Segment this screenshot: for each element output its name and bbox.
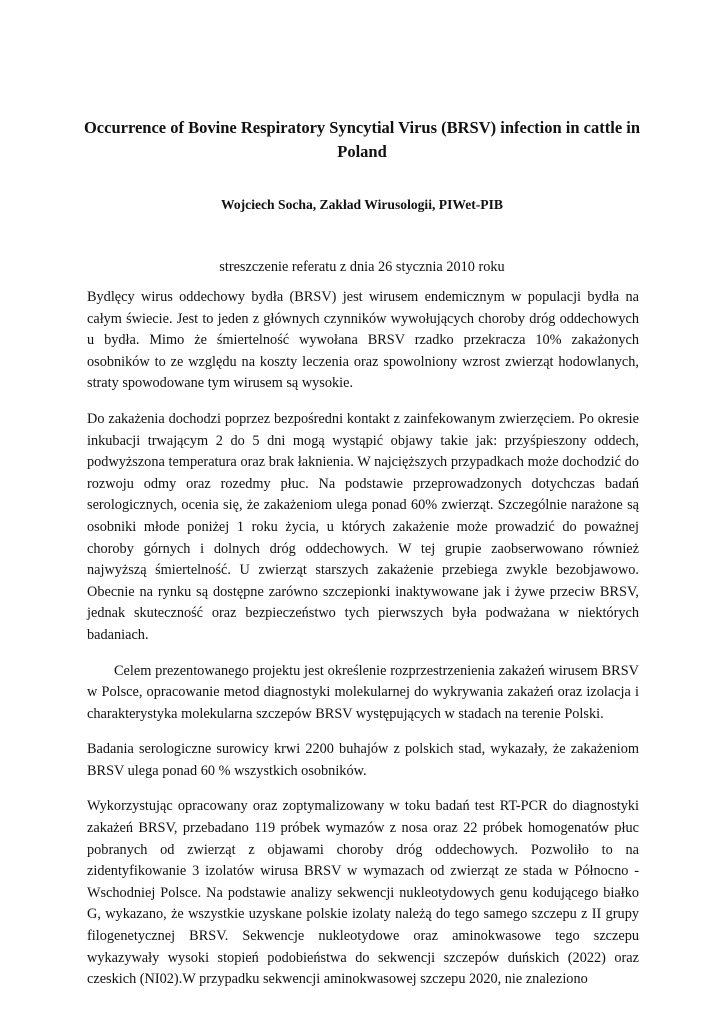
document-title: Occurrence of Bovine Respiratory Syncytial Virus (BRSV) infection in cattle in Poland (83, 118, 641, 161)
paragraph-intro: Bydlęcy wirus oddechowy bydła (BRSV) jest wirusem endemicznym w populacji bydła na całym świecie. Jest to jeden z głównych czynników wywołujących choroby dróg oddechowych u bydła. Mimo że śmiertelność wywołana BRSV rzadko przekracza 10% zakażonych osobników to ze względu na koszty leczenia oraz spowolniony wzrost zwierząt hodowlanych, straty spowodowane tym wirusem są wysokie. (87, 289, 639, 392)
body-text (87, 287, 639, 1005)
paragraph-serology: Badania serologiczne surowicy krwi 2200 buhajów z polskich stad, wykazały, że zakażeniom BRSV ulega ponad 60 % wszystkich osobników. (87, 741, 639, 779)
paragraph-rt-pcr: Wykorzystując opracowany oraz zoptymalizowany w toku badań test RT-PCR do diagnostyki zakażeń BRSV, przebadano 119 próbek wymazów z nosa oraz 22 próbek homogenatów płuc pobranych od zwierząt z objawami choroby dróg oddechowych. Pozwoliło to na zidentyfikowanie 3 izolatów wirusa BRSV w wymazach od zwierząt ze stada w Północno - Wschodniej Polsce. Na podstawie analizy sekwencji nukleotydowych genu kodującego białko G, wykazano, że wszystkie uzyskane polskie izolaty należą do tego samego szczepu z II grupy filogenetycznej BRSV. Sekwencje nukleotydowe oraz aminokwasowe tego szczepu wykazywały wysoki stopień podobieństwa do sekwencji szczepów duńskich (2022) oraz czeskich (NI02).W przypadku sekwencji aminokwasowej szczepu 2020, nie znaleziono (87, 798, 639, 988)
paragraph-project-goal: Celem prezentowanego projektu jest określenie rozprzestrzenienia zakażeń wirusem BRSV w Polsce, opracowanie metod diagnostyki molekularnej do wykrywania zakażeń oraz izolacja i charakterystyka molekularna szczepów BRSV występujących w stadach na terenie Polski. (87, 662, 639, 722)
author-line: Wojciech Socha, Zakład Wirusologii, PIWet-PIB (221, 197, 503, 212)
paragraph-infection: Do zakażenia dochodzi poprzez bezpośredni kontakt z zainfekowanym zwierzęciem. Po okresie inkubacji trwającym 2 do 5 dni mogą wystąpić objawy takie jak: przyśpieszony oddech, podwyższona temperatura oraz brak łaknienia. W najcięższych przypadkach może dochodzić do rozwoju odmy oraz rozedmy płuc. Na podstawie przeprowadzonych dotychczas badań serologicznych, ocenia się, że zakażeniom ulega ponad 60% zwierząt. Szczególnie narażone są osobniki młode poniżej 1 roku życia, u których zakażenie może prowadzić do poważnej choroby górnych i dolnych dróg oddechowych. W tej grupie zaobserwowano również najwyższą śmiertelność. U zwierząt starszych zakażenie przebiega zwykle bezobjawowo. Obecnie na rynku są dostępne zarówno szczepionki inaktywowane jak i żywe przeciw BRSV, jednak skuteczność oraz bezpieczeństwo tych pierwszych była podważana w niektórych badaniach. (87, 410, 639, 643)
abstract-subtitle: streszczenie referatu z dnia 26 stycznia 2010 roku (219, 259, 505, 275)
